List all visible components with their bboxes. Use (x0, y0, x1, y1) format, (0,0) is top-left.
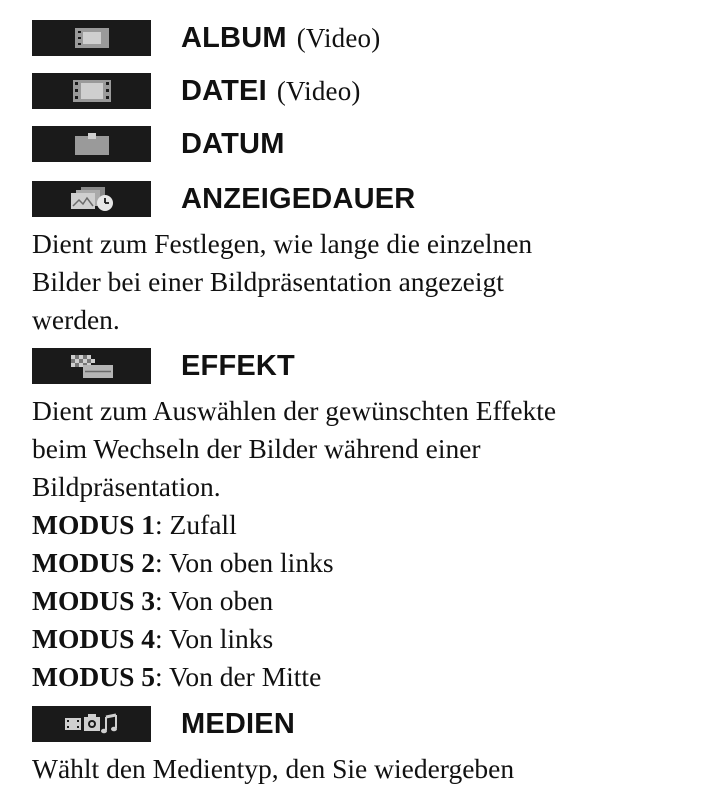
slideshow-clock-icon (69, 186, 115, 212)
transition-effect-icon (69, 353, 115, 379)
mode-name: MODUS 2 (32, 547, 155, 578)
album-suffix: (Video) (296, 22, 381, 53)
mode-item (32, 506, 702, 544)
section-effekt (32, 348, 702, 696)
section-header (32, 126, 702, 162)
section-datei (32, 73, 702, 109)
album-title: ALBUM (181, 21, 287, 54)
datei-title: DATEI (181, 74, 267, 107)
mode-name: MODUS 5 (32, 661, 155, 692)
mode-value: : Von links (155, 623, 274, 654)
effekt-badge (32, 348, 151, 384)
datei-suffix: (Video) (276, 75, 361, 106)
section-description (32, 750, 702, 788)
medien-badge (32, 706, 151, 742)
section-title: DATUM (181, 127, 285, 160)
section-title: MEDIEN (181, 707, 295, 740)
mode-item (32, 582, 702, 620)
mode-value: : Von oben links (155, 547, 334, 578)
mode-name: MODUS 1 (32, 509, 155, 540)
section-album (32, 20, 702, 56)
mode-item (32, 544, 702, 582)
section-title: ANZEIGEDAUER (181, 182, 416, 215)
description-line: Dient zum Festlegen, wie lange die einzelnen (32, 228, 533, 259)
mode-list (32, 506, 702, 696)
mode-item (32, 658, 702, 696)
album-badge (32, 20, 151, 56)
datum-badge (32, 126, 151, 162)
section-header (32, 706, 702, 742)
mode-value: : Von der Mitte (155, 661, 322, 692)
description-line: Wählt den Medientyp, den Sie wiedergeben (32, 753, 515, 784)
film-frame-icon (74, 27, 110, 49)
section-header (32, 348, 702, 384)
section-description (32, 392, 702, 506)
section-description (32, 225, 702, 339)
description-line: Bildpräsentation. (32, 471, 221, 502)
section-header (32, 20, 702, 56)
datei-badge (32, 73, 151, 109)
section-anzeigedauer (32, 181, 702, 339)
description-line: Dient zum Auswählen der gewünschten Effekte (32, 395, 557, 426)
description-line: Bilder bei einer Bildpräsentation angezeigt (32, 266, 504, 297)
calendar-icon (74, 132, 110, 156)
mode-name: MODUS 3 (32, 585, 155, 616)
section-title (181, 75, 361, 108)
description-line: beim Wechseln der Bilder während einer (32, 433, 481, 464)
section-title: EFFEKT (181, 349, 295, 382)
mode-item (32, 620, 702, 658)
anzeigedauer-badge (32, 181, 151, 217)
mode-value: : Zufall (155, 509, 237, 540)
mode-value: : Von oben (155, 585, 274, 616)
section-medien (32, 706, 702, 788)
section-header (32, 181, 702, 217)
mode-name: MODUS 4 (32, 623, 155, 654)
media-type-icon (64, 712, 120, 736)
section-datum (32, 126, 702, 162)
section-header (32, 73, 702, 109)
description-line: werden. (32, 304, 120, 335)
section-title (181, 22, 380, 55)
filmstrip-icon (72, 79, 112, 103)
